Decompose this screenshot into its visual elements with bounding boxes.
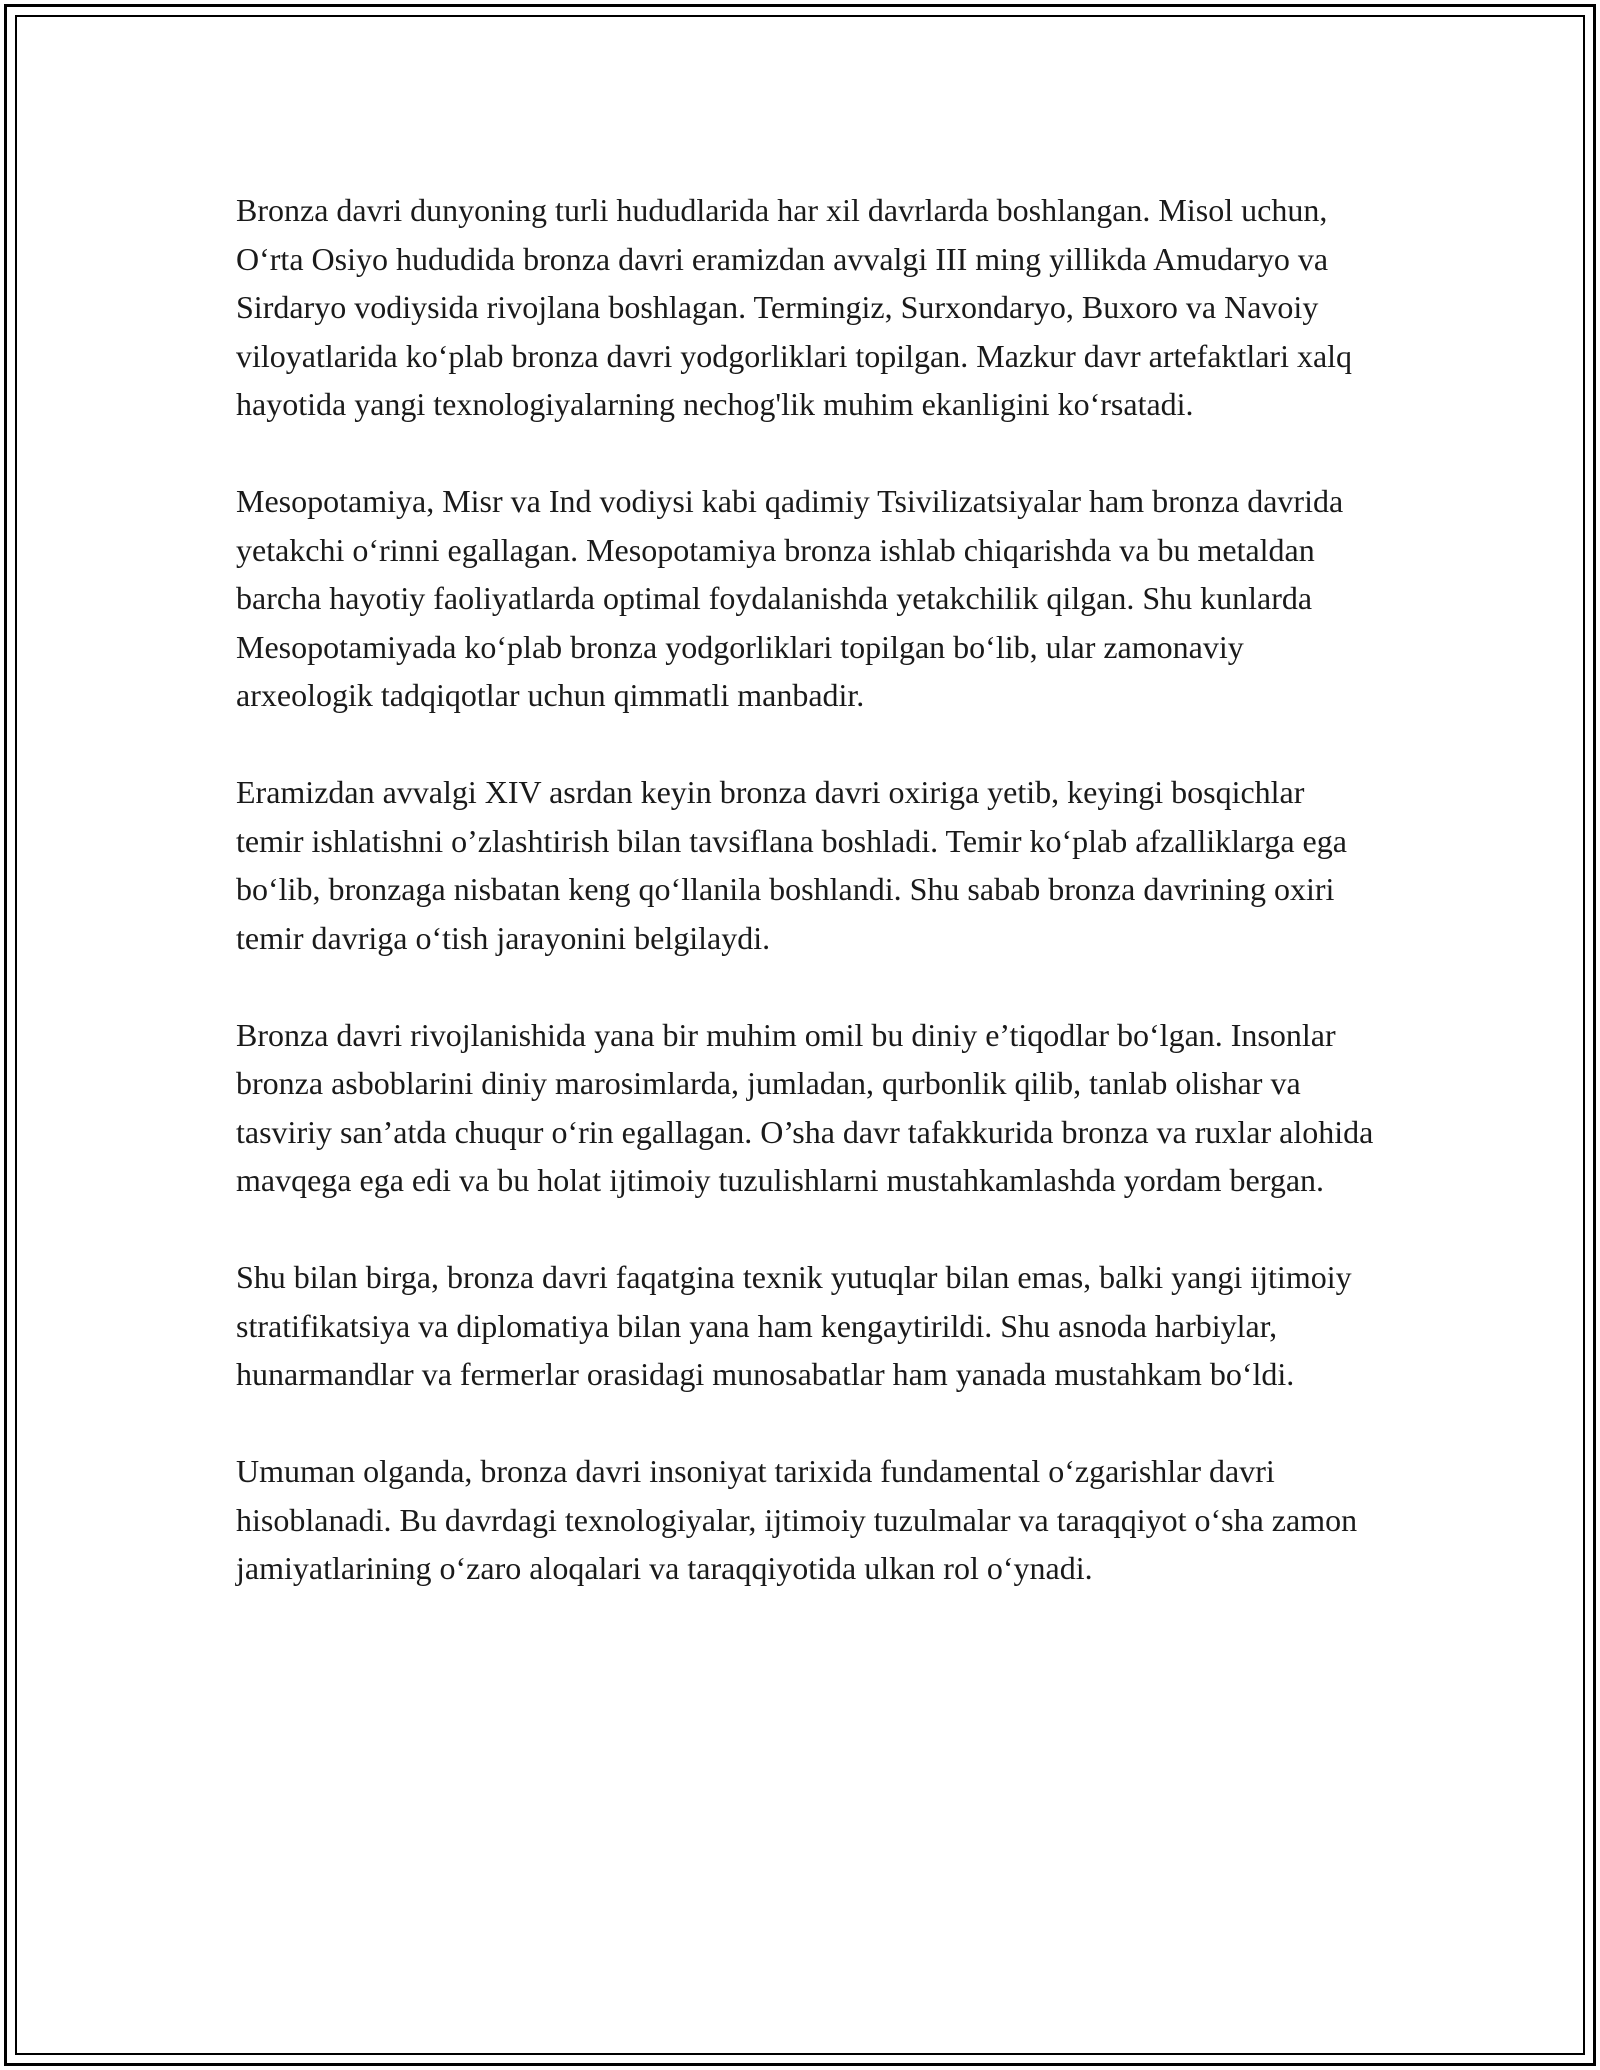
paragraph-5: Shu bilan birga, bronza davri faqatgina texnik yutuqlar bilan emas, balki yangi ijtimoiy stratifikatsiya va diplomatiya bilan yana ham kengaytirildi. Shu asnoda harbiylar, hunarmandlar va fermerlar orasidagi munosabatlar ham yanada mustahkam boʻldi. (236, 1259, 1352, 1392)
paragraph-3: Eramizdan avvalgi XIV asrdan keyin bronza davri oxiriga yetib, keyingi bosqichlar temir ishlatishni o’zlashtirish bilan tavsiflana boshladi. Temir koʻplab afzalliklarga ega boʻlib, bronzaga nisbatan keng qoʻllanila boshlandi. Shu sabab bronza davrining oxiri temir davriga oʻtish jarayonini belgilaydi. (236, 774, 1347, 956)
paragraph-2: Mesopotamiya, Misr va Ind vodiysi kabi qadimiy Tsivilizatsiyalar ham bronza davrida yetakchi oʻrinni egallagan. Mesopotamiya bronza ishlab chiqarishda va bu metaldan barcha hayotiy faoliyatlarda optimal foydalanishda yetakchilik qilgan. Shu kunlarda Mesopotamiyada koʻplab bronza yodgorliklari topilgan boʻlib, ular zamonaviy arxeologik tadqiqotlar uchun qimmatli manbadir. (236, 483, 1344, 713)
paragraph-6: Umuman olganda, bronza davri insoniyat tarixida fundamental oʻzgarishlar davri hisoblanadi. Bu davrdagi texnologiyalar, ijtimoiy tuzulmalar va taraqqiyot oʻsha zamon jamiyatlarining oʻzaro aloqalari va taraqqiyotida ulkan rol oʻynadi. (236, 1453, 1358, 1586)
paragraph-4: Bronza davri rivojlanishida yana bir muhim omil bu diniy e’tiqodlar boʻlgan. Insonlar bronza asboblarini diniy marosimlarda, jumladan, qurbonlik qilib, tanlab olishar va tasviriy san’atda chuqur oʻrin egallagan. O’sha davr tafakkurida bronza va ruxlar alohida mavqega ega edi va bu holat ijtimoiy tuzulishlarni mustahkamlashda yordam bergan. (236, 1016, 1374, 1198)
paragraph-1: Bronza davri dunyoning turli hududlarida har xil davrlarda boshlangan. Misol uchun, Oʻrta Osiyo hududida bronza davri eramizdan avvalgi III ming yillikda Amudaryo va Sirdaryo vodiysida rivojlana boshlagan. Termingiz, Surxondaryo, Buxoro va Navoiy viloyatlarida koʻplab bronza davri yodgorliklari topilgan. Mazkur davr artefaktlari xalq hayotida yangi texnologiyalarning nechog'lik muhim ekanligini koʻrsatadi. (236, 192, 1353, 422)
document-body (236, 186, 1376, 1593)
